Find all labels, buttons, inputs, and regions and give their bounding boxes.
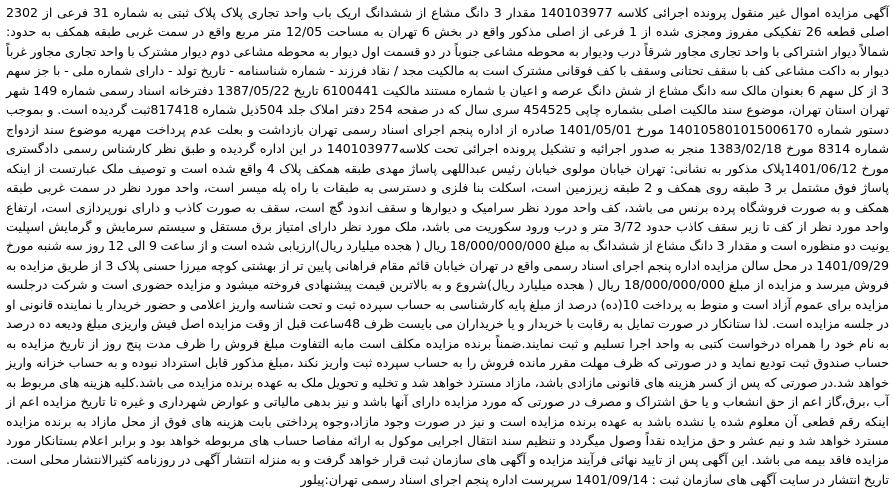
auction-notice-body	[6, 3, 889, 489]
auction-notice-text: آگهی مزایده اموال غیر منقول پرونده اجرائی کلاسه 140103977 مقدار 3 دانگ مشاع از ششدانگ اریک باب واحد تجاری پلاک پلاک ثبتی به شماره 31 فرعی از 2302 اصلی قطعه 26 تفکیکی مفروز ومجزی شده از 1 فرعی از اصلی مذکور واقع در بخش 6 تهران به مساحت 12/05 متر مربع واقع در سمت غربی طبقه همکف به حدود: شمالاً دیوار اشتراکی با واحد تجاری مجاور شرقاً درب ودیوار به محوطه مشاعی جنوباً در دو قسمت اول دیوار به محوطه مشاعی دوم دیوار مشترک با واحد تجاری مجاور غرباً دیوار به داکت مشاعی کف با سقف تحتانی وسقف با کف فوقانی مشترک است به مالکیت مجد / نقاد فرزند - شماره شناسنامه - تاریخ تولد - دارای شماره ملی - با جز سهم 3 از کل سهم 6 بعنوان مالک سه دانگ مشاع از شش دانگ عرصه و اعیان با شماره مستند مالکیت 6100441 تاریخ 1387/05/22 دفترخانه اسناد رسمی شماره 149 شهر تهران استان تهران، موضوع سند مالکیت اصلی بشماره چاپی 454525 سری سال که در صفحه 254 دفتر املاک جلد 504ذیل شماره 817418ثبت گردیده است. و بموجب دستور شماره 140105801015006170 مورخ 1401/05/01 صادره از اداره پنجم اجرای اسناد رسمی تهران بازداشت و بعلت عدم پرداخت مهریه موضوع سند ازدواج شماره 8314 مورخ 1383/02/18 منجر به صدور اجرائیه و تشکیل پرونده اجرائی تحت کلاسه140103977 در این اداره گردیده و طبق نظر کارشناس رسمی دادگستری مورخ 1401/06/12پلاک مذکور به نشانی: تهران خیابان مولوی خیابان رئیس عبداللهی پاساژ مهدی طبقه همکف پلاک 4 واقع شده است و توصیف ملک عبارتست از اینکه پاساژ فوق مشتمل بر 3 طبقه روی همکف و 2 طبقه زیرزمین است، اسکلت بنا فلزی و دسترسی به طبقات با راه پله میسر است، واحد مورد نظر در سمت غربی طبقه همکف و به صورت فروشگاه پرده برنس می باشد، کف واحد مورد نظر سرامیک و دیوارها و سقف اندود گچ است، سقف به صورت کاذب و دارای نورپردازی است، ارتفاع واحد مورد نظر از کف تا زیر سقف کاذب حدود 3/72 متر و درب ورود سکوریت می باشد، ملک مورد نظر دارای امتیاز برق مستقل و سیستم سرمایش و گرمایش اسپلیت یونیت دو منظوره است و مقدار 3 دانگ مشاع از ششدانگ به مبلغ 18/000/000/000 ریال ( هجده میلیارد ریال)ارزیابی شده است و از ساعت 9 الی 12 روز سه شنبه مورخ 1401/09/29 در محل سالن مزایده اداره پنجم اجرای اسناد رسمی واقع در تهران خیابان قائم مقام فراهانی پایین تر از بهشتی کوچه میرزا حسنی پلاک 3 از طریق مزایده به فروش میرسد و مزایده از مبلغ 18/000/000/000 ریال ( هجده میلیارد ریال)شروع و به بالاترین قیمت پیشنهادی فروخته میشود و مزایده حضوری است و شرکت درجلسه مزایده برای عموم آزاد است و منوط به پرداخت 10(ده) درصد از مبلغ پایه کارشناسی به حساب سپرده ثبت و تحت شناسه واریز اعلامی و حضور خریدار یا نماینده قانونی او در جلسه مزایده است. لذا ستانکار در صورت تمایل به رقابت با خریدار و یا خریداران می بایست ظرف 48ساعت قبل از وقت مزایده اصل فیش واریزی مبلغ ودیعه ده درصد به نام خود را همراه درخواست کتبی به واحد اجرا تسلیم و ثبت نمایند.ضمناً برنده مزایده مکلف است مابه التفاوت مبلغ فروش را ظرف مدت پنج روز از تاریخ مزایده به حساب صندوق ثبت تودیع نماید و در صورتی که ظرف مهلت مقرر مانده فروش را به حساب سپرده ثبت واریز نکند ،مبلغ مذکور قابل استرداد نبوده و به حساب خزانه واریز خواهد شد.در صورتی که پس از کسر هزینه های قانونی مازادی باشد، مازاد مسترد خواهد شد و تخلیه و تحویل ملک به عهده برنده مزایده می باشد.کلیه هزینه های مربوط به آب ،برق،گاز اعم از حق انشعاب و یا حق اشتراک و مصرف در صورتی که مورد مزایده دارای آنها باشد و نیز بدهی مالیاتی و عوارض شهرداری و غیره تا تاریخ مزایده اعم از اینکه رقم قطعی آن معلوم شده یا نشده باشد به عهده برنده مزایده است و نیز در صورت وجود مازاد،وجوه پرداختی بابت هزینه های فوق از محل مازاد به برنده مزایده مسترد خواهد شد و نیم عشر و حق مزایده نقداً وصول میگردد و تنظیم سند انتقال اجرایی موکول به ارائه مفاصا حساب های مربوطه خواهد بود و برابر اعلام بستانکار مورد مزایده فاقد بیمه می باشد. این آگهی پس از تایید نهائی فرآیند مزایده و آگهی های سازمان ثبت قرار خواهد گرفت و به منزله انتشار آگهی در روزنامه کثیرالانتشار محلی است. تاریخ انتشار در سایت آگهی های سازمان ثبت : 1401/09/14 سرپرست اداره پنجم اجرای اسناد رسمی تهران:پیلور	[6, 5, 890, 487]
